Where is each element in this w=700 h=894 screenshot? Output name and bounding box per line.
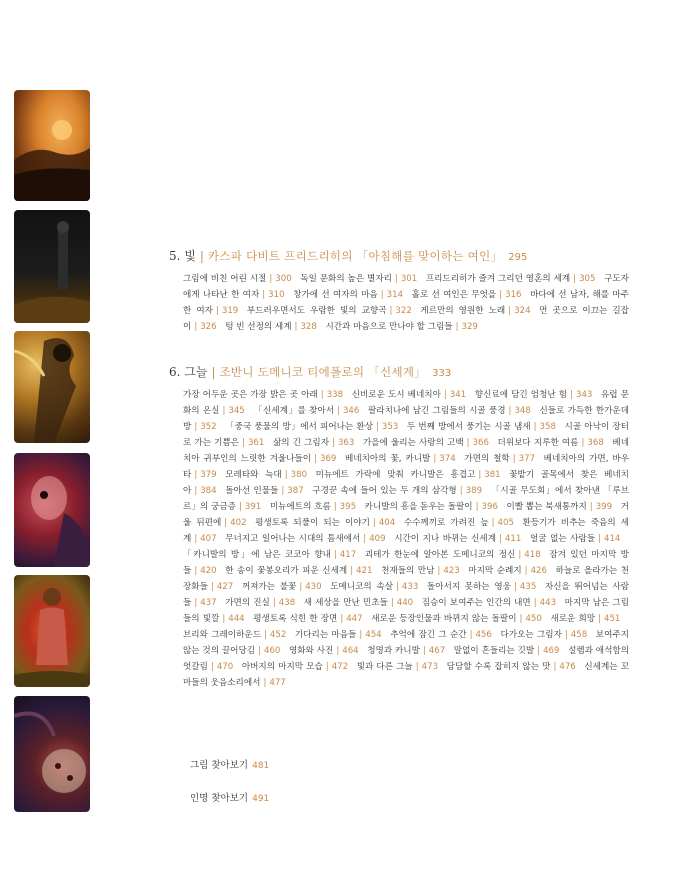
entry-title: 부드러우면서도 우람한 빛의 교향곡 [246,306,387,316]
toc-entry[interactable]: 카니발의 흥을 돋우는 돌팔이 | 396 [364,502,498,512]
painting-thumbnail-carnival [14,331,90,443]
entry-title: 평생토록 식힌 한 장면 [253,614,338,624]
toc-entry[interactable]: 구도자에게 나타난 한 여자 | 310 [183,274,629,300]
toc-entry[interactable]: 설렘과 애석함의 엇갈림 | 470 [183,646,629,672]
entry-title: 한 송이 꽃봉오리가 피운 신세계 [225,566,348,576]
toc-entry[interactable]: 빛과 다른 그늘 | 473 [356,662,439,672]
entry-title: 새 세상을 만난 민초들 [303,598,388,608]
entry-page: 389 [465,486,483,496]
entry-title: 가을에 울리는 사랑의 고백 [362,438,464,448]
toc-entry[interactable]: 홀로 선 여인은 무엇을 | 316 [411,290,522,300]
entry-title: 다가오는 그림자 [500,630,562,640]
entry-title: 게르만의 영원한 노래 [420,306,506,316]
entry-page: 346 [342,406,360,416]
entry-title: 짐승이 보여주는 인간의 내면 [421,598,531,608]
toc-entry[interactable]: 두 번째 방에서 풍기는 시골 냄새 | 358 [406,422,556,432]
toc-entry[interactable]: 「카니발의 방」에 남은 코코아 향내 | 417 [183,550,357,560]
painting-thumbnail-figure [14,210,90,323]
section-number: 5. 빛 [169,249,196,263]
dark-scene-image [14,696,90,812]
entry-title: 구도자에게 나타난 한 여자 [183,274,629,300]
entry-page: 380 [290,470,308,480]
section-title: 조반니 도메니코 티에폴로의 「신세계」 [219,365,427,379]
entry-page: 300 [275,274,292,284]
entry-title: 미뉴에트 가락에 맞춰 카니발은 흥겹고 [315,470,476,480]
entry-title: 유럽 문화의 온실 [183,390,629,416]
entry-title: 창가에 선 여자의 마음 [293,290,378,300]
toc-entry[interactable]: 추억에 잠긴 그 순간 | 456 [390,630,492,640]
toc-entry[interactable]: 말없이 흔들리는 깃발 | 469 [453,646,560,656]
entry-title: 신들로 가득한 한가운데 방 [183,406,629,432]
toc-section-5 [169,247,629,335]
toc-entry[interactable]: 텅 빈 선정의 세계 | 328 [225,322,317,332]
entry-title: 마지막 순례지 [468,566,522,576]
entry-page: 387 [287,486,304,496]
entry-page: 473 [421,662,439,672]
entry-title: 평생토록 되풀이 되는 이야기 [255,518,370,528]
entry-title: 시간과 마음으로 만나야 할 그림들 [325,322,453,332]
entry-page: 427 [216,582,234,592]
toc-entry[interactable]: 다가오는 그림자 | 458 [500,630,588,640]
entry-title: 시골 아낙이 장터로 가는 기쁨은 [183,422,629,448]
toc-entry[interactable]: 그림에 비친 어린 시절 | 300 [183,274,292,284]
toc-entry[interactable]: 돌아선 인물들 | 387 [225,486,304,496]
masked-figure-image [14,453,90,567]
toc-entry[interactable]: 「중국 풍물의 방」에서 피어나는 환상 | 353 [225,422,399,432]
entry-title: 구경꾼 속에 들어 있는 두 개의 삼각형 [312,486,457,496]
toc-entry[interactable]: 새로운 희망 | 451 [550,614,621,624]
toc-section-6 [169,363,629,691]
entry-page: 363 [337,438,355,448]
entry-page: 451 [603,614,621,624]
toc-entry[interactable]: 삶의 긴 그림자 | 363 [272,438,355,448]
entry-title: 아버지의 마지막 모습 [241,662,323,672]
entry-page: 319 [221,306,239,316]
entry-title: 새로운 희망 [550,614,596,624]
toc-entry[interactable]: 하늘로 올라가는 천장화들 | 427 [183,566,629,592]
toc-entry[interactable]: 게르만의 영원한 노래 | 324 [420,306,531,316]
entry-page: 343 [576,390,593,400]
entry-title: 새로운 등장인물과 바뀌지 않는 돌팔이 [371,614,517,624]
toc-entry[interactable]: 먼 곳으로 이끄는 길잡이 | 326 [183,306,629,332]
entry-title: 프리드리히가 즐겨 그리던 영혼의 세계 [425,274,571,284]
toc-entry[interactable]: 무너지고 일어나는 시대의 틈새에서 | 409 [225,534,386,544]
toc-entry[interactable]: 시간이 지나 바뀌는 신세계 | 411 [394,534,522,544]
entry-title: 베네치아의 꽃, 카니발 [345,454,431,464]
entry-page: 437 [200,598,217,608]
entry-page: 417 [339,550,357,560]
entry-page: 435 [519,582,537,592]
toc-entry[interactable]: 창가에 선 여자의 마음 | 314 [293,290,404,300]
toc-entry[interactable]: 새로운 등장인물과 바뀌지 않는 돌팔이 | 450 [371,614,542,624]
toc-entry[interactable]: 부드러우면서도 우람한 빛의 교향곡 | 322 [246,306,412,316]
toc-entry[interactable]: 마지막 남은 그림들의 빛깔 | 444 [183,598,629,624]
entry-page: 407 [200,534,217,544]
entry-page: 353 [381,422,399,432]
entry-page: 469 [543,646,560,656]
entry-title: 미뉴에트의 흐름 [269,502,331,512]
entry-title: 「중국 풍물의 방」에서 피어나는 환상 [225,422,373,432]
entry-title: 설렘과 애석함의 엇갈림 [183,646,629,672]
entry-page: 324 [514,306,531,316]
entry-title: 삶의 긴 그림자 [272,438,330,448]
entry-page: 426 [530,566,547,576]
entry-page: 404 [378,518,396,528]
toc-entry[interactable]: 이빨 뽑는 북새통까지 | 399 [506,502,613,512]
toc-entry[interactable]: 프리드리히가 즐겨 그리던 영혼의 세계 | 305 [425,274,596,284]
toc-entry[interactable]: 더위보다 지루한 여름 | 368 [497,438,604,448]
toc-entry[interactable]: 유럽 문화의 온실 | 345 [183,390,629,416]
toc-entry[interactable]: 보여주지 않는 것의 끌어당김 | 460 [183,630,630,656]
entry-page: 411 [504,534,522,544]
toc-entry[interactable]: 평생토록 식힌 한 장면 | 447 [253,614,363,624]
section-page: 333 [432,368,452,379]
toc-entry[interactable]: 기다리는 마음들 | 454 [294,630,382,640]
entry-title: 신세계는 꼬마들의 웃음소리에서 [183,662,630,688]
entry-page: 405 [497,518,514,528]
entry-page: 379 [200,470,217,480]
entry-page: 452 [269,630,287,640]
index-page: 481 [252,761,270,771]
toc-entry[interactable]: 담담할 수록 잡히지 않는 맛 | 476 [446,662,576,672]
index-paintings[interactable] [190,757,269,771]
entry-title: 돌아선 인물들 [225,486,279,496]
section-heading: 6. 그늘 | 조반니 도메니코 티에폴로의 「신세계」 333 [169,365,452,379]
entry-title: 「카니발의 방」에 남은 코코아 향내 [183,550,331,560]
toc-entry[interactable]: 독일 문화의 높은 별자리 | 301 [300,274,418,284]
toc-entry[interactable]: 마지막 순례지 | 426 [468,566,547,576]
entry-page: 368 [587,438,604,448]
entry-title: 먼 곳으로 이끄는 길잡이 [183,306,629,332]
entry-page: 374 [439,454,456,464]
entry-title: 두 번째 방에서 풍기는 시골 냄새 [406,422,531,432]
toc-entry[interactable]: 미뉴에트 가락에 맞춰 카니발은 흥겹고 | 381 [315,470,501,480]
entry-title: 자신을 뛰어넘는 사람들 [183,582,630,608]
entry-page: 420 [200,566,217,576]
section-number: 6. 그늘 [169,365,208,379]
toc-entry[interactable]: 가장 어두운 곳은 가장 밝은 곳 아래 | 338 [183,390,344,400]
entry-title: 영화와 사진 [288,646,334,656]
entry-page: 464 [342,646,359,656]
entry-title: 기다리는 마음들 [294,630,357,640]
entry-title: 도메니코의 속살 [330,582,394,592]
toc-entry[interactable]: 도메니코의 속살 | 433 [330,582,419,592]
entry-title: 신비로운 도시 베네치아 [351,390,441,400]
entry-page: 326 [200,322,217,332]
entry-page: 348 [514,406,531,416]
entry-page: 345 [228,406,245,416]
entry-title: 청명과 카니발 [367,646,420,656]
entry-page: 450 [525,614,542,624]
entry-page: 328 [300,322,317,332]
toc-entry[interactable]: 구경꾼 속에 들어 있는 두 개의 삼각형 | 389 [312,486,483,496]
toc-entry[interactable]: 가면의 진실 | 438 [225,598,296,608]
entry-page: 352 [200,422,217,432]
entry-page: 369 [320,454,337,464]
entry-title: 담담할 수록 잡히지 않는 맛 [446,662,551,672]
toc-entry[interactable]: 시간과 마음으로 만나야 할 그림들 | 329 [325,322,478,332]
toc-entry[interactable]: 베네치아의 꽃, 카니발 | 374 [345,454,456,464]
entry-page: 322 [395,306,412,316]
dark-figure-image [14,210,90,323]
toc-entry[interactable]: 수수께끼로 가려진 늪 | 405 [403,518,514,528]
entry-page: 305 [579,274,596,284]
index-label: 인명 찾아보기 [190,793,249,804]
toc-entry[interactable]: 돌아서지 못하는 영웅 | 435 [426,582,537,592]
entry-page: 316 [505,290,522,300]
toc-entry[interactable]: 꽃밭기 골목에서 찾은 베네치아 | 384 [183,470,629,496]
entry-title: 그림에 비친 어린 시절 [183,274,267,284]
entry-title: 수수께끼로 가려진 늪 [403,518,489,528]
entry-page: 409 [369,534,386,544]
toc-entry[interactable]: 미뉴에트의 흐름 | 395 [269,502,357,512]
entry-page: 301 [400,274,418,284]
entry-page: 391 [244,502,262,512]
section-heading: 5. 빛 | 카스파 다비트 프리드리히의 「아침해를 맞이하는 여인」 295 [169,249,528,263]
entry-page: 458 [570,630,588,640]
toc-entry[interactable]: 아버지의 마지막 모습 | 472 [241,662,349,672]
toc-entry[interactable]: 새 세상을 만난 민초들 | 440 [303,598,414,608]
section-entries [183,271,629,335]
toc-entry[interactable]: 「신세계」를 찾아서 | 346 [253,406,360,416]
toc-entry[interactable]: 잠겨 있던 마지막 방들 | 420 [183,550,629,576]
toc-entry[interactable]: 시골 아낙이 장터로 가는 기쁨은 | 361 [183,422,629,448]
entry-title: 가장 어두운 곳은 가장 밝은 곳 아래 [183,390,318,400]
entry-title: 거울 뒤편에 [183,502,629,528]
entry-title: 베네치아 귀부인의 느릿한 겨울나들이 [183,438,630,464]
entry-title: 홀로 선 여인은 무엇을 [411,290,497,300]
toc-entry[interactable]: 거울 뒤편에 | 402 [183,502,629,528]
entry-title: 더위보다 지루한 여름 [497,438,579,448]
entry-page: 314 [386,290,404,300]
entry-page: 438 [278,598,296,608]
entry-title: 괴테가 한눈에 알아본 도메니코의 정신 [364,550,516,560]
entry-page: 421 [356,566,373,576]
entry-title: 잠겨 있던 마지막 방들 [183,550,629,576]
entry-page: 460 [263,646,281,656]
carnival-figure-image [14,331,90,443]
entry-page: 310 [268,290,285,300]
toc-entry[interactable]: 한 송이 꽃봉오리가 피운 신세계 | 421 [225,566,373,576]
entry-title: 환등기가 비추는 죽음의 세계 [183,518,629,544]
toc-entry[interactable]: 가을에 울리는 사랑의 고백 | 366 [362,438,489,448]
entry-title: 베네치아의 가면, 바우타 [183,454,629,480]
entry-title: 꺼져가는 불꽃 [241,582,297,592]
entry-page: 395 [339,502,357,512]
entry-page: 377 [518,454,536,464]
entry-page: 414 [604,534,621,544]
entry-title: 보여주지 않는 것의 끌어당김 [183,630,630,656]
entry-page: 402 [230,518,247,528]
entry-page: 444 [228,614,245,624]
entry-title: 브리와 그레이하운드 [183,630,262,640]
toc-entry[interactable]: 짐승이 보여주는 인간의 내면 | 443 [421,598,557,608]
entry-page: 477 [269,678,286,688]
section-title: 카스파 다비트 프리드리히의 「아침해를 맞이하는 여인」 [207,249,503,263]
section-page: 295 [508,252,528,263]
entry-page: 456 [475,630,492,640]
entry-page: 338 [326,390,344,400]
entry-title: 시간이 지나 바뀌는 신세계 [394,534,497,544]
entry-page: 396 [481,502,498,512]
toc-entry[interactable]: 괴테가 한눈에 알아본 도메니코의 정신 | 418 [364,550,541,560]
entry-page: 366 [472,438,489,448]
entry-title: 텅 빈 선정의 세계 [225,322,292,332]
entry-title: 꽃밭기 골목에서 찾은 베네치아 [183,470,629,496]
painting-thumbnail-saint [14,575,90,687]
toc-entry[interactable]: 바다에 선 남자, 해를 마주한 여자 | 319 [183,290,629,316]
entry-title: 돌아서지 못하는 영웅 [426,582,512,592]
entry-page: 454 [365,630,382,640]
toc-entry[interactable]: 청명과 카니발 | 467 [367,646,446,656]
toc-entry[interactable]: 신세계는 꼬마들의 웃음소리에서 | 477 [183,662,630,688]
painting-thumbnail-dark [14,696,90,812]
entry-title: 향신료에 담긴 엄청난 힘 [474,390,568,400]
toc-entry[interactable]: 꺼져가는 불꽃 | 430 [241,582,322,592]
entry-page: 440 [396,598,414,608]
entry-page: 467 [428,646,446,656]
entry-title: 추억에 잠긴 그 순간 [390,630,467,640]
entry-page: 361 [247,438,265,448]
entry-page: 341 [449,390,467,400]
painting-thumbnail-mask [14,453,90,567]
entry-page: 399 [595,502,613,512]
toc-entry[interactable]: 향신료에 담긴 엄청난 힘 | 343 [474,390,593,400]
toc-entry[interactable]: 팔라치나에 남긴 그림들의 시골 풍경 | 348 [367,406,531,416]
entry-title: 얼굴 없는 사람들 [529,534,596,544]
toc-entry[interactable]: 모레타와 늑대 | 380 [225,470,308,480]
sunrise-landscape-image [14,90,90,201]
entry-title: 무너지고 일어나는 시대의 틈새에서 [225,534,361,544]
entry-title: 모레타와 늑대 [225,470,282,480]
toc-entry[interactable]: 베네치아의 가면, 바우타 | 379 [183,454,629,480]
toc-entry[interactable]: 천재들의 만남 | 423 [381,566,460,576]
toc-entry[interactable]: 얼굴 없는 사람들 | 414 [529,534,621,544]
toc-entry[interactable]: 가면의 철학 | 377 [464,454,536,464]
entry-page: 418 [524,550,541,560]
entry-title: 가면의 진실 [225,598,270,608]
toc-entry[interactable]: 평생토록 되풀이 되는 이야기 | 404 [255,518,396,528]
entry-title: 마지막 남은 그림들의 빛깔 [183,598,629,624]
section-entries [183,387,629,691]
entry-page: 472 [331,662,349,672]
entry-title: 「신세계」를 찾아서 [253,406,335,416]
entry-page: 358 [539,422,556,432]
toc-entry[interactable]: 환등기가 비추는 죽음의 세계 | 407 [183,518,629,544]
entry-title: 가면의 철학 [464,454,510,464]
toc-entry[interactable]: 자신을 뛰어넘는 사람들 | 437 [183,582,630,608]
entry-page: 470 [216,662,234,672]
entry-title: 천재들의 만남 [381,566,435,576]
entry-page: 443 [539,598,557,608]
entry-title: 카니발의 흥을 돋우는 돌팔이 [364,502,473,512]
entry-page: 433 [401,582,419,592]
painting-thumbnail-sunrise [14,90,90,201]
entry-title: 말없이 흔들리는 깃발 [453,646,535,656]
toc-entry[interactable]: 「시골 무도회」에서 찾아낸 「루브르」의 궁금증 | 391 [183,486,629,512]
entry-page: 381 [484,470,501,480]
toc-entry[interactable]: 브리와 그레이하운드 | 452 [183,630,287,640]
entry-title: 바다에 선 남자, 해를 마주한 여자 [183,290,629,316]
entry-title: 빛과 다른 그늘 [356,662,413,672]
entry-title: 독일 문화의 높은 별자리 [300,274,392,284]
entry-page: 476 [559,662,576,672]
index-label: 그림 찾아보기 [190,760,249,771]
toc-entry[interactable]: 영화와 사진 | 464 [288,646,359,656]
entry-page: 447 [346,614,363,624]
entry-page: 384 [200,486,217,496]
toc-entry[interactable]: 베네치아 귀부인의 느릿한 겨울나들이 | 369 [183,438,630,464]
entry-page: 423 [443,566,460,576]
entry-title: 「시골 무도회」에서 찾아낸 「루브르」의 궁금증 [183,486,629,512]
entry-page: 430 [305,582,322,592]
toc-entry[interactable]: 신들로 가득한 한가운데 방 | 352 [183,406,629,432]
saint-figure-image [14,575,90,687]
toc-entry[interactable]: 신비로운 도시 베네치아 | 341 [351,390,467,400]
entry-title: 이빨 뽑는 북새통까지 [506,502,587,512]
entry-title: 팔라치나에 남긴 그림들의 시골 풍경 [367,406,506,416]
entry-title: 하늘로 올라가는 천장화들 [183,566,629,592]
index-page: 491 [252,794,270,804]
entry-page: 329 [461,322,478,332]
index-names[interactable] [190,790,269,804]
